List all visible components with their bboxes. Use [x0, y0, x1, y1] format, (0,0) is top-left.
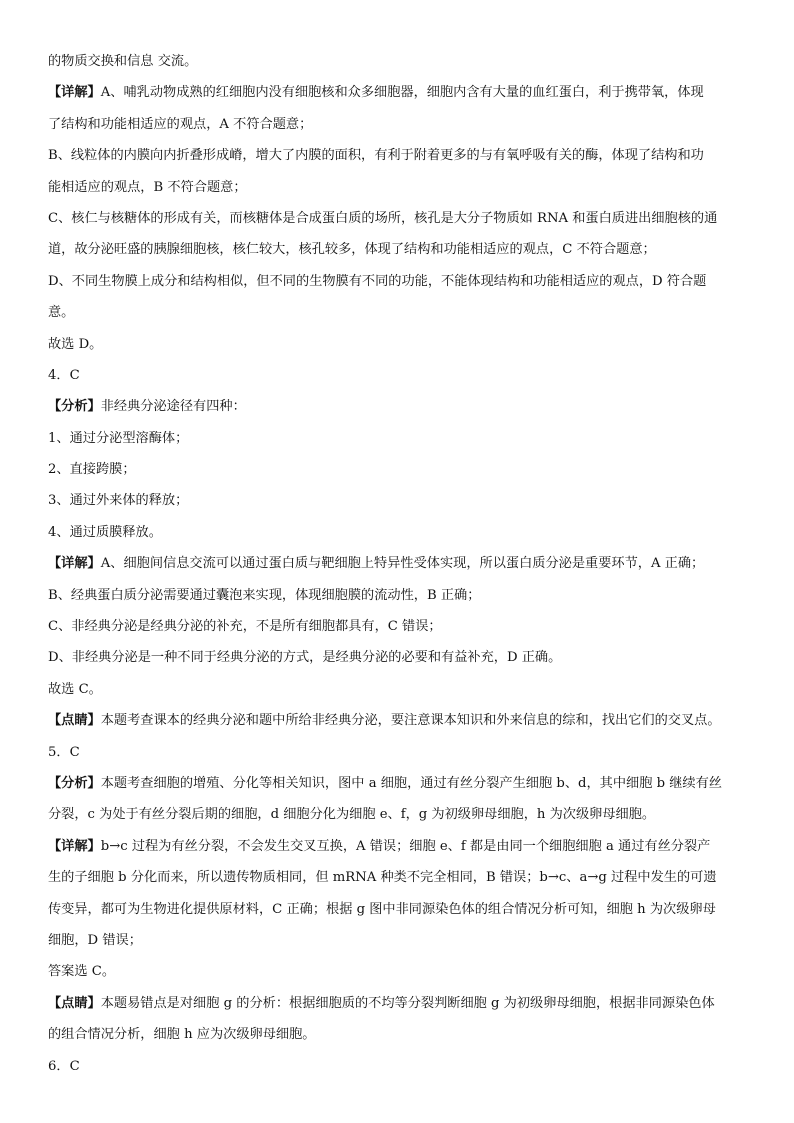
line-text: A、细胞间信息交流可以通过蛋白质与靶细胞上特异性受体实现，所以蛋白质分泌是重要环节，A 正确；	[100, 556, 705, 572]
section-tag: 【点睛】	[48, 713, 101, 729]
line-text: D、非经典分泌是一种不同于经典分泌的方式，是经典分泌的必要和有益补充，D 正确。	[48, 650, 562, 666]
text-line	[48, 831, 756, 862]
line-text: 传变异，都可为生物进化提供原材料，C 正确；根据 g 图中非同源染色体的组合情况分析可知，细胞 h 为次级卵母	[48, 901, 716, 917]
text-line	[48, 172, 756, 203]
text-line	[48, 674, 756, 705]
text-line	[48, 77, 756, 108]
line-text: 5．C	[48, 744, 80, 760]
line-text: C、核仁与核糖体的形成有关，而核糖体是合成蛋白质的场所，核孔是大分子物质如 RNA 和蛋白质进出细胞核的通	[48, 210, 718, 226]
line-text: 答案选 C。	[48, 964, 116, 980]
line-text: B、线粒体的内膜向内折叠形成嵴，增大了内膜的面积，有利于附着更多的与有氧呼吸有关的酶，体现了结构和功	[48, 148, 704, 164]
line-text: 故选 C。	[48, 681, 102, 697]
text-line	[48, 266, 756, 297]
text-line	[48, 988, 756, 1019]
section-tag: 【详解】	[48, 838, 101, 854]
text-line	[48, 329, 756, 360]
text-line	[48, 956, 756, 987]
line-text: 3、通过外来体的释放；	[48, 493, 189, 509]
text-line	[48, 799, 756, 830]
text-line	[48, 517, 756, 548]
question-number	[48, 737, 756, 768]
line-text: 道，故分泌旺盛的胰腺细胞核，核仁较大，核孔较多，体现了结构和功能相适应的观点，C 不符合题意；	[48, 242, 656, 258]
text-line	[48, 391, 756, 422]
section-tag: 【详解】	[48, 85, 101, 101]
line-text: b→c 过程为有丝分裂，不会发生交叉互换，A 错误；细胞 e、f 都是由同一个细胞细胞 a 通过有丝分裂产	[100, 838, 711, 854]
text-line	[48, 46, 756, 77]
line-text: 2、直接跨膜；	[48, 462, 136, 478]
line-text: 生的子细胞 b 分化而来，所以遗传物质相同，但 mRNA 种类不完全相同，B 错误；b→c、a→g 过程中发生的可遗	[48, 870, 717, 886]
text-line	[48, 140, 756, 171]
section-tag: 【分析】	[48, 399, 101, 415]
section-tag: 【点睛】	[48, 995, 101, 1011]
line-text: 非经典分泌途径有四种：	[100, 399, 246, 415]
text-line	[48, 109, 756, 140]
section-tag: 【分析】	[48, 775, 101, 791]
line-text: 4、通过质膜释放。	[48, 524, 162, 540]
text-line	[48, 611, 756, 642]
text-line	[48, 548, 756, 579]
text-line	[48, 862, 756, 893]
text-line	[48, 234, 756, 265]
line-text: 故选 D。	[48, 336, 103, 352]
section-tag: 【详解】	[48, 556, 101, 572]
line-text: 的物质交换和信息 交流。	[48, 54, 198, 69]
line-text: 1、通过分泌型溶酶体；	[48, 430, 189, 446]
question-number	[48, 360, 756, 391]
text-line	[48, 580, 756, 611]
line-text: 分裂，c 为处于有丝分裂后期的细胞，d 细胞分化为细胞 e、f，g 为初级卵母细胞，h 为次级卵母细胞。	[48, 807, 656, 823]
text-line	[48, 925, 756, 956]
line-text: 本题考查细胞的增殖、分化等相关知识，图中 a 细胞，通过有丝分裂产生细胞 b、d，其中细胞 b 继续有丝	[100, 775, 722, 791]
text-line	[48, 1019, 756, 1050]
text-line	[48, 485, 756, 516]
text-line	[48, 203, 756, 234]
line-text: D、不同生物膜上成分和结构相似，但不同的生物膜有不同的功能，不能体现结构和功能相适应的观点，D 符合题	[48, 273, 707, 289]
question-number	[48, 1051, 756, 1082]
text-line	[48, 894, 756, 925]
text-line	[48, 454, 756, 485]
text-line	[48, 768, 756, 799]
text-line	[48, 705, 756, 736]
line-text: 意。	[48, 305, 75, 321]
line-text: B、经典蛋白质分泌需要通过囊泡来实现，体现细胞膜的流动性，B 正确；	[48, 587, 481, 603]
line-text: A、哺乳动物成熟的红细胞内没有细胞核和众多细胞器，细胞内含有大量的血红蛋白，利于携带氧，体现	[100, 85, 704, 101]
text-line	[48, 423, 756, 454]
line-text: 了结构和功能相适应的观点，A 不符合题意；	[48, 116, 313, 132]
line-text: 6．C	[48, 1058, 80, 1074]
line-text: 能相适应的观点，B 不符合题意；	[48, 179, 247, 195]
line-text: 本题考查课本的经典分泌和题中所给非经典分泌，要注意课本知识和外来信息的综和，找出它们的交叉点。	[100, 713, 721, 729]
line-text: C、非经典分泌是经典分泌的补充，不是所有细胞都具有，C 错误；	[48, 619, 442, 635]
line-text: 本题易错点是对细胞 g 的分析：根据细胞质的不均等分裂判断细胞 g 为初级卵母细胞，根据非同源染色体	[100, 995, 715, 1011]
text-line	[48, 297, 756, 328]
document-page	[48, 46, 756, 1082]
text-line	[48, 642, 756, 673]
line-text: 的组合情况分析，细胞 h 应为次级卵母细胞。	[48, 1027, 316, 1043]
line-text: 细胞，D 错误；	[48, 932, 142, 948]
line-text: 4．C	[48, 367, 80, 383]
